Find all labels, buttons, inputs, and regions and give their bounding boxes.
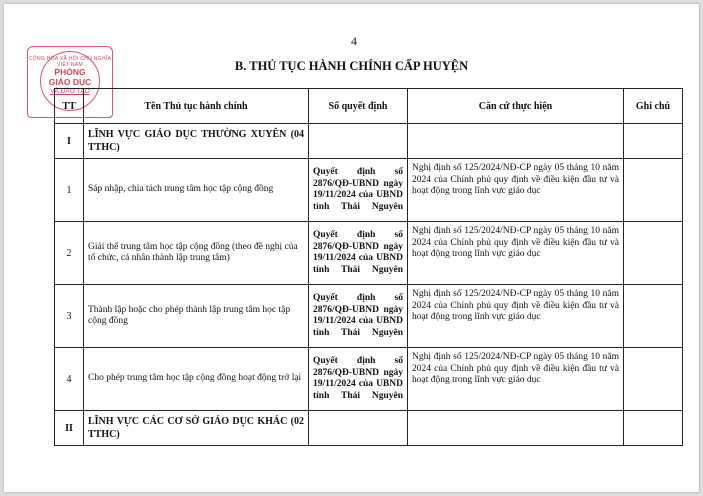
note-cell [624,348,683,411]
row-number: 3 [55,285,84,348]
procedure-name: Giải thể trung tâm học tập cộng đồng (theo đề nghị của tổ chức, cá nhân thành lập trung tâm) [84,222,309,285]
section-number: II [55,411,84,446]
procedure-name: Sáp nhập, chia tách trung tâm học tập cộng đồng [84,159,309,222]
procedures-table [54,88,683,446]
section-number: I [55,124,84,159]
table-row [55,285,683,348]
empty-cell [624,411,683,446]
table-header-row [55,89,683,124]
empty-cell [309,124,408,159]
legal-basis: Nghị định số 125/2024/NĐ-CP ngày 05 tháng 10 năm 2024 của Chính phủ quy định về điều kiện đầu tư và hoạt động trong lĩnh vực giáo dục [408,159,624,222]
empty-cell [408,124,624,159]
header-basis: Căn cứ thực hiện [408,89,624,124]
legal-basis: Nghị định số 125/2024/NĐ-CP ngày 05 tháng 10 năm 2024 của Chính phủ quy định về điều kiện đầu tư và hoạt động trong lĩnh vực giáo dục [408,222,624,285]
header-note: Ghi chú [624,89,683,124]
header-tt: TT [55,89,84,124]
decision-number: Quyết định số 2876/QĐ-UBND ngày 19/11/2024 của UBND tỉnh Thái Nguyên [309,285,408,348]
stamp-arc-text: CỘNG HÒA XÃ HỘI CHỦ NGHĨA VIỆT NAM [28,56,112,68]
stamp-line-1: PHÒNG [54,67,86,77]
header-decision: Số quyết định [309,89,408,124]
note-cell [624,285,683,348]
section-title: B. THỦ TỤC HÀNH CHÍNH CẤP HUYỆN [234,59,469,73]
row-number: 2 [55,222,84,285]
row-number: 1 [55,159,84,222]
document-page [4,4,699,492]
table-row [55,159,683,222]
procedure-name: Thành lập hoặc cho phép thành lập trung tâm học tập cộng đồng [84,285,309,348]
section-row [55,124,683,159]
decision-number: Quyết định số 2876/QĐ-UBND ngày 19/11/2024 của UBND tỉnh Thái Nguyên [309,348,408,411]
legal-basis: Nghị định số 125/2024/NĐ-CP ngày 05 tháng 10 năm 2024 của Chính phủ quy định về điều kiện đầu tư và hoạt động trong lĩnh vực giáo dục [408,285,624,348]
legal-basis: Nghị định số 125/2024/NĐ-CP ngày 05 tháng 10 năm 2024 của Chính phủ quy định về điều kiện đầu tư và hoạt động trong lĩnh vực giáo dục [408,348,624,411]
empty-cell [309,411,408,446]
section-heading: LĨNH VỰC GIÁO DỤC THƯỜNG XUYÊN (04 TTHC) [84,124,309,159]
decision-number: Quyết định số 2876/QĐ-UBND ngày 19/11/2024 của UBND tỉnh Thái Nguyên [309,222,408,285]
empty-cell [624,124,683,159]
table-row [55,348,683,411]
stamp-line-3: VÀ ĐÀO TẠO [50,88,90,95]
table-row [55,222,683,285]
section-row [55,411,683,446]
section-heading: LĨNH VỰC CÁC CƠ SỞ GIÁO DỤC KHÁC (02 TTHC) [84,411,309,446]
page-number: 4 [351,34,357,48]
note-cell [624,222,683,285]
row-number: 4 [55,348,84,411]
decision-number: Quyết định số 2876/QĐ-UBND ngày 19/11/2024 của UBND tỉnh Thái Nguyên [309,159,408,222]
header-name: Tên Thủ tục hành chính [84,89,309,124]
procedure-name: Cho phép trung tâm học tập cộng đồng hoạt động trở lại [84,348,309,411]
stamp-line-2: GIÁO DỤC [48,77,92,87]
note-cell [624,159,683,222]
empty-cell [408,411,624,446]
